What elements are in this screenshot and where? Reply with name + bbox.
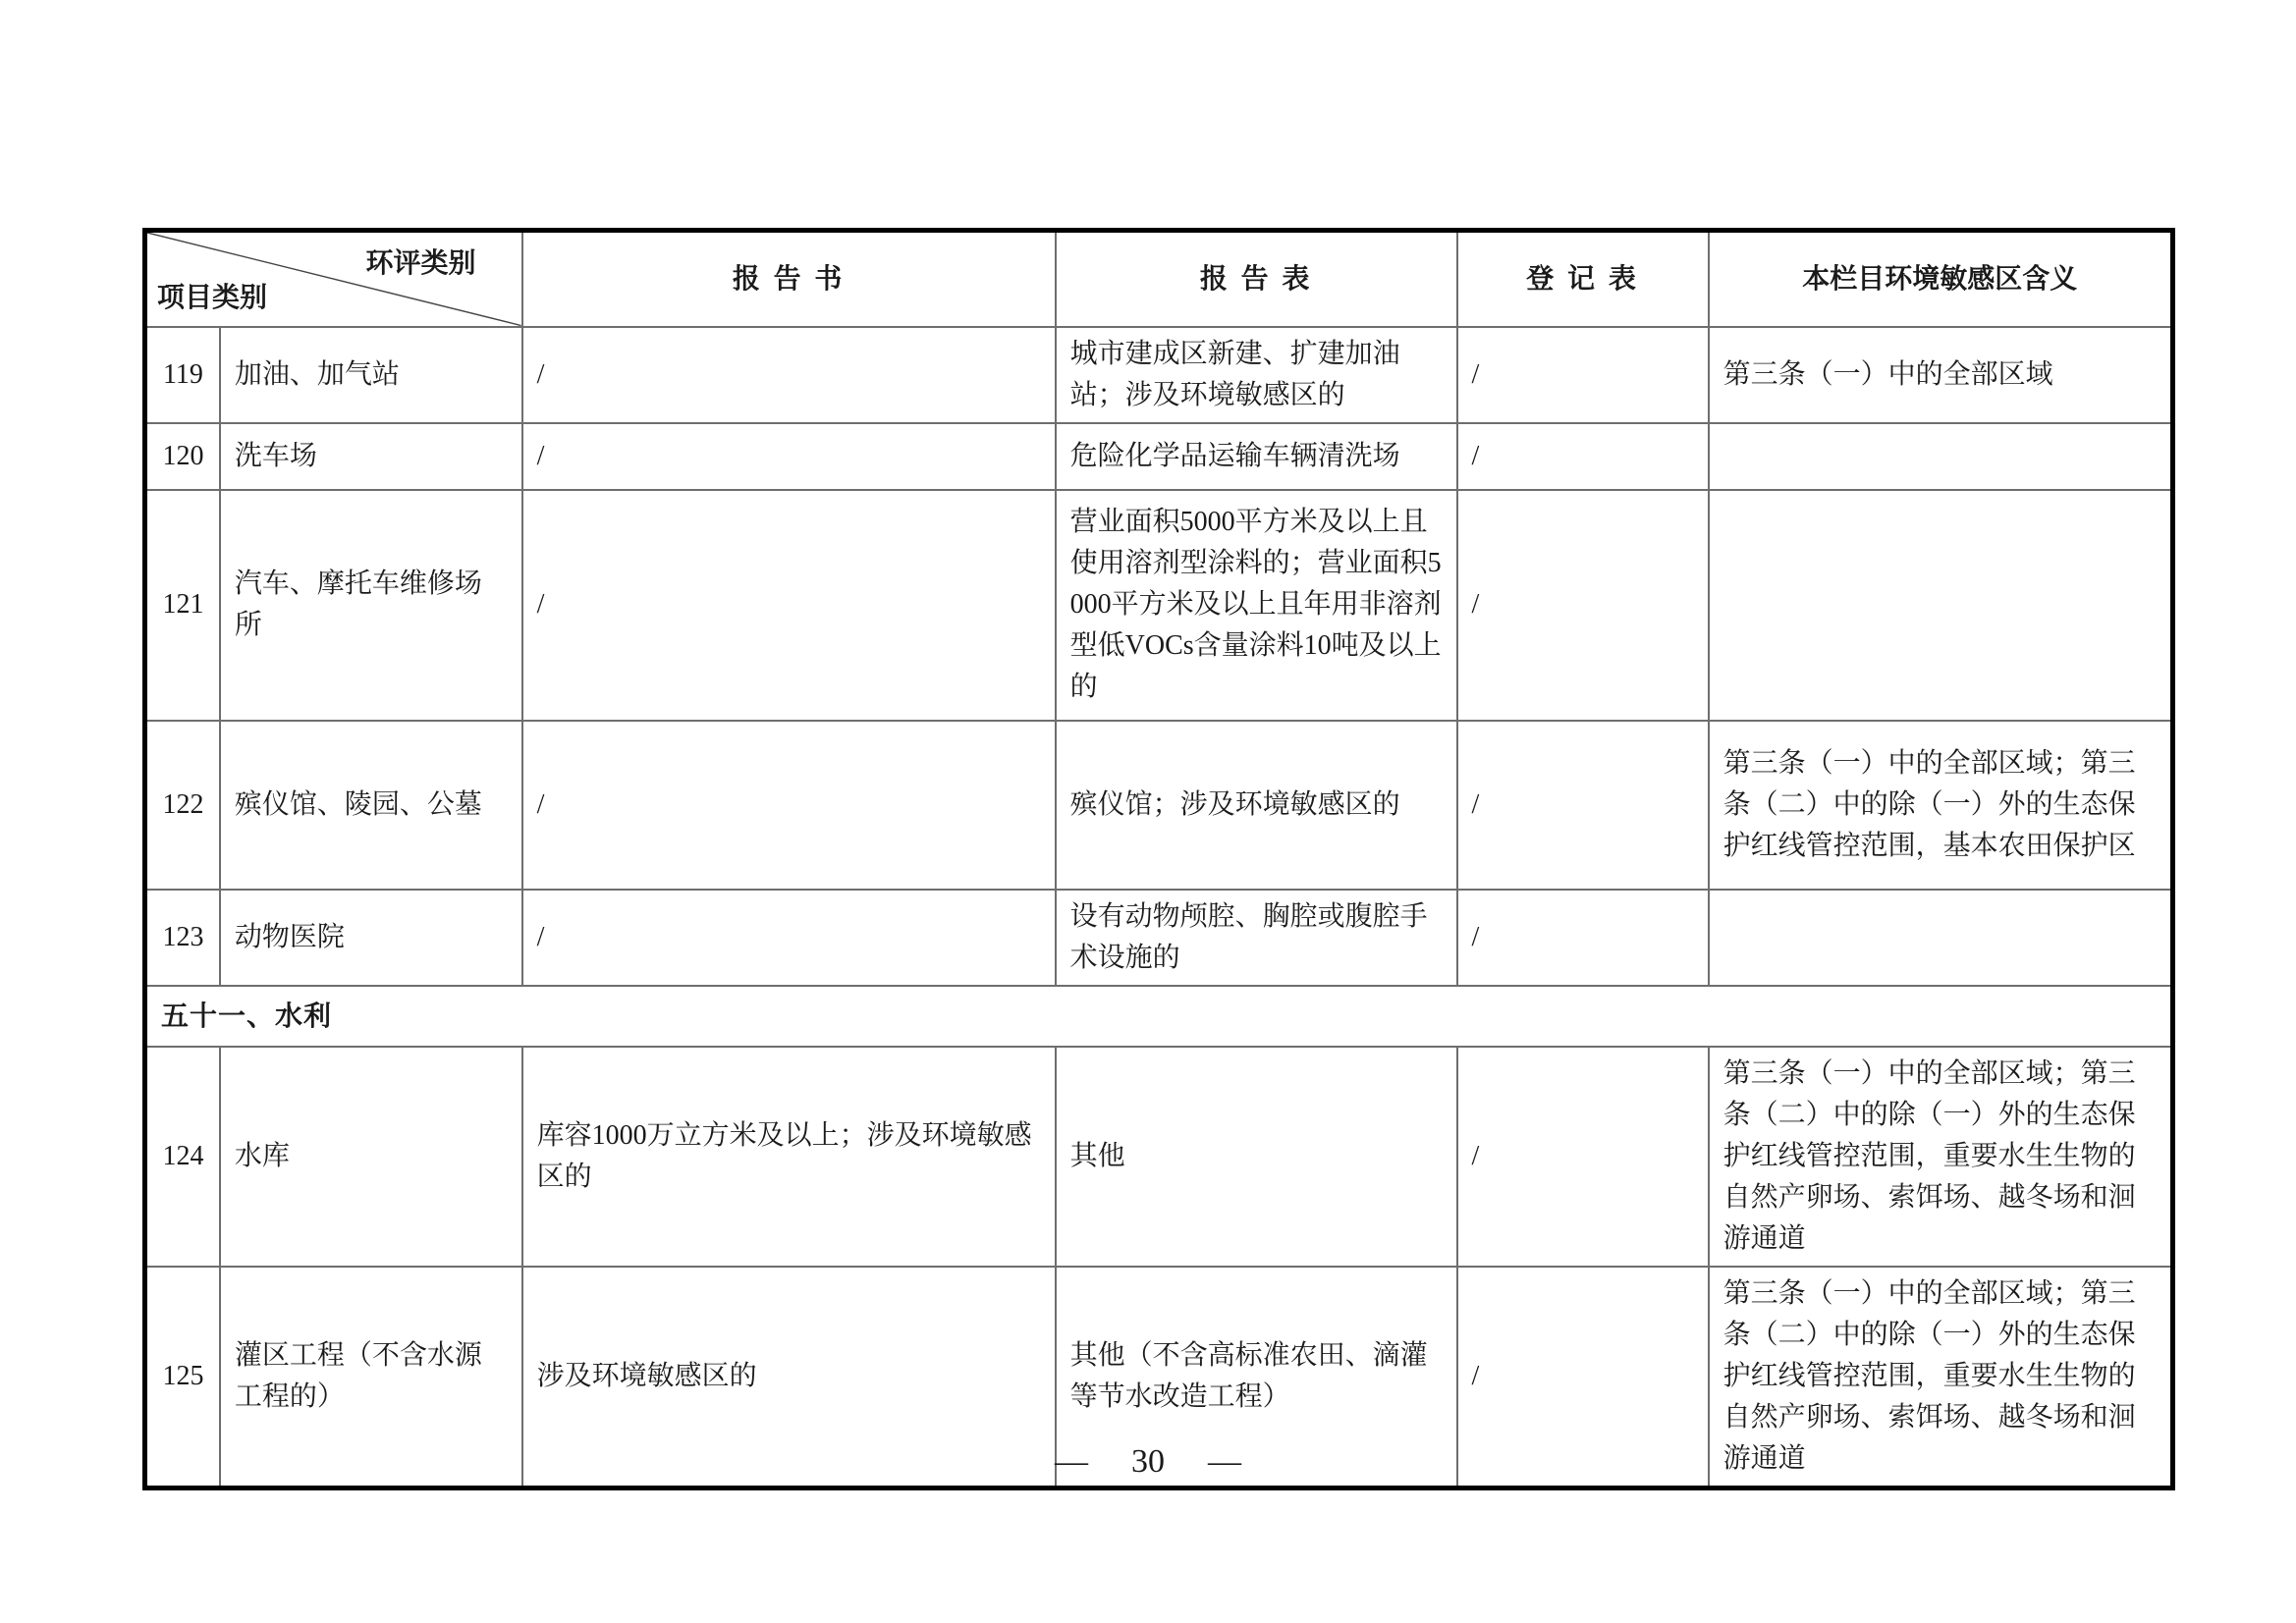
row-120-name: 洗车场 xyxy=(220,423,522,490)
diagonal-header-cell xyxy=(145,231,522,327)
row-124-number: 124 xyxy=(145,1047,220,1267)
row-125-sensitive-area: 第三条（一）中的全部区域；第三条（二）中的除（一）外的生态保护红线管控范围，重要水生生物的自然产卵场、索饵场、越冬场和洄游通道 xyxy=(1709,1267,2173,1488)
header-report-book: 报 告 书 xyxy=(522,231,1056,327)
header-project-category-label: 项目类别 xyxy=(157,281,268,312)
row-123-registration-form: / xyxy=(1457,890,1709,986)
table-row xyxy=(145,1047,2173,1267)
row-125-report-form: 其他（不含高标准农田、滴灌等节水改造工程） xyxy=(1056,1267,1457,1488)
row-119-report-book: / xyxy=(522,327,1056,423)
row-123-report-form: 设有动物颅腔、胸腔或腹腔手术设施的 xyxy=(1056,890,1457,986)
row-124-registration-form: / xyxy=(1457,1047,1709,1267)
row-121-registration-form: / xyxy=(1457,490,1709,721)
row-125-number: 125 xyxy=(145,1267,220,1488)
row-122-sensitive-area: 第三条（一）中的全部区域；第三条（二）中的除（一）外的生态保护红线管控范围，基本农田保护区 xyxy=(1709,721,2173,890)
header-report-form: 报 告 表 xyxy=(1056,231,1457,327)
row-119-registration-form: / xyxy=(1457,327,1709,423)
row-124-sensitive-area: 第三条（一）中的全部区域；第三条（二）中的除（一）外的生态保护红线管控范围，重要水生生物的自然产卵场、索饵场、越冬场和洄游通道 xyxy=(1709,1047,2173,1267)
row-123-report-book: / xyxy=(522,890,1056,986)
section-header-row xyxy=(145,986,2173,1047)
table-row xyxy=(145,423,2173,490)
row-123-number: 123 xyxy=(145,890,220,986)
table-row xyxy=(145,890,2173,986)
row-125-report-book: 涉及环境敏感区的 xyxy=(522,1267,1056,1488)
row-124-name: 水库 xyxy=(220,1047,522,1267)
row-122-number: 122 xyxy=(145,721,220,890)
row-122-report-form: 殡仪馆；涉及环境敏感区的 xyxy=(1056,721,1457,890)
table-header-row xyxy=(145,231,2173,327)
row-120-registration-form: / xyxy=(1457,423,1709,490)
row-122-name: 殡仪馆、陵园、公墓 xyxy=(220,721,522,890)
table-row xyxy=(145,721,2173,890)
row-120-number: 120 xyxy=(145,423,220,490)
row-121-report-book: / xyxy=(522,490,1056,721)
row-123-sensitive-area xyxy=(1709,890,2173,986)
footer-left-dash: — xyxy=(1055,1443,1088,1480)
row-122-registration-form: / xyxy=(1457,721,1709,890)
row-119-number: 119 xyxy=(145,327,220,423)
section-title: 五十一、水利 xyxy=(145,986,2173,1047)
page-number: 30 xyxy=(1131,1443,1165,1480)
row-121-name: 汽车、摩托车维修场所 xyxy=(220,490,522,721)
eia-category-table xyxy=(142,228,2175,1490)
header-registration-form: 登 记 表 xyxy=(1457,231,1709,327)
row-120-report-form: 危险化学品运输车辆清洗场 xyxy=(1056,423,1457,490)
row-121-report-form: 营业面积5000平方米及以上且使用溶剂型涂料的；营业面积5000平方米及以上且年用非溶剂型低VOCs含量涂料10吨及以上的 xyxy=(1056,490,1457,721)
row-122-report-book: / xyxy=(522,721,1056,890)
table-row xyxy=(145,327,2173,423)
row-124-report-book: 库容1000万立方米及以上；涉及环境敏感区的 xyxy=(522,1047,1056,1267)
row-121-number: 121 xyxy=(145,490,220,721)
row-124-report-form: 其他 xyxy=(1056,1047,1457,1267)
page-footer xyxy=(0,1443,2296,1481)
row-119-sensitive-area: 第三条（一）中的全部区域 xyxy=(1709,327,2173,423)
table-row xyxy=(145,490,2173,721)
header-sensitive-area-meaning: 本栏目环境敏感区含义 xyxy=(1709,231,2173,327)
row-120-report-book: / xyxy=(522,423,1056,490)
header-eia-category-label: 环评类别 xyxy=(365,247,476,278)
row-119-name: 加油、加气站 xyxy=(220,327,522,423)
row-123-name: 动物医院 xyxy=(220,890,522,986)
row-125-name: 灌区工程（不含水源工程的） xyxy=(220,1267,522,1488)
footer-right-dash: — xyxy=(1208,1443,1241,1480)
row-121-sensitive-area xyxy=(1709,490,2173,721)
row-125-registration-form: / xyxy=(1457,1267,1709,1488)
row-120-sensitive-area xyxy=(1709,423,2173,490)
row-119-report-form: 城市建成区新建、扩建加油站；涉及环境敏感区的 xyxy=(1056,327,1457,423)
